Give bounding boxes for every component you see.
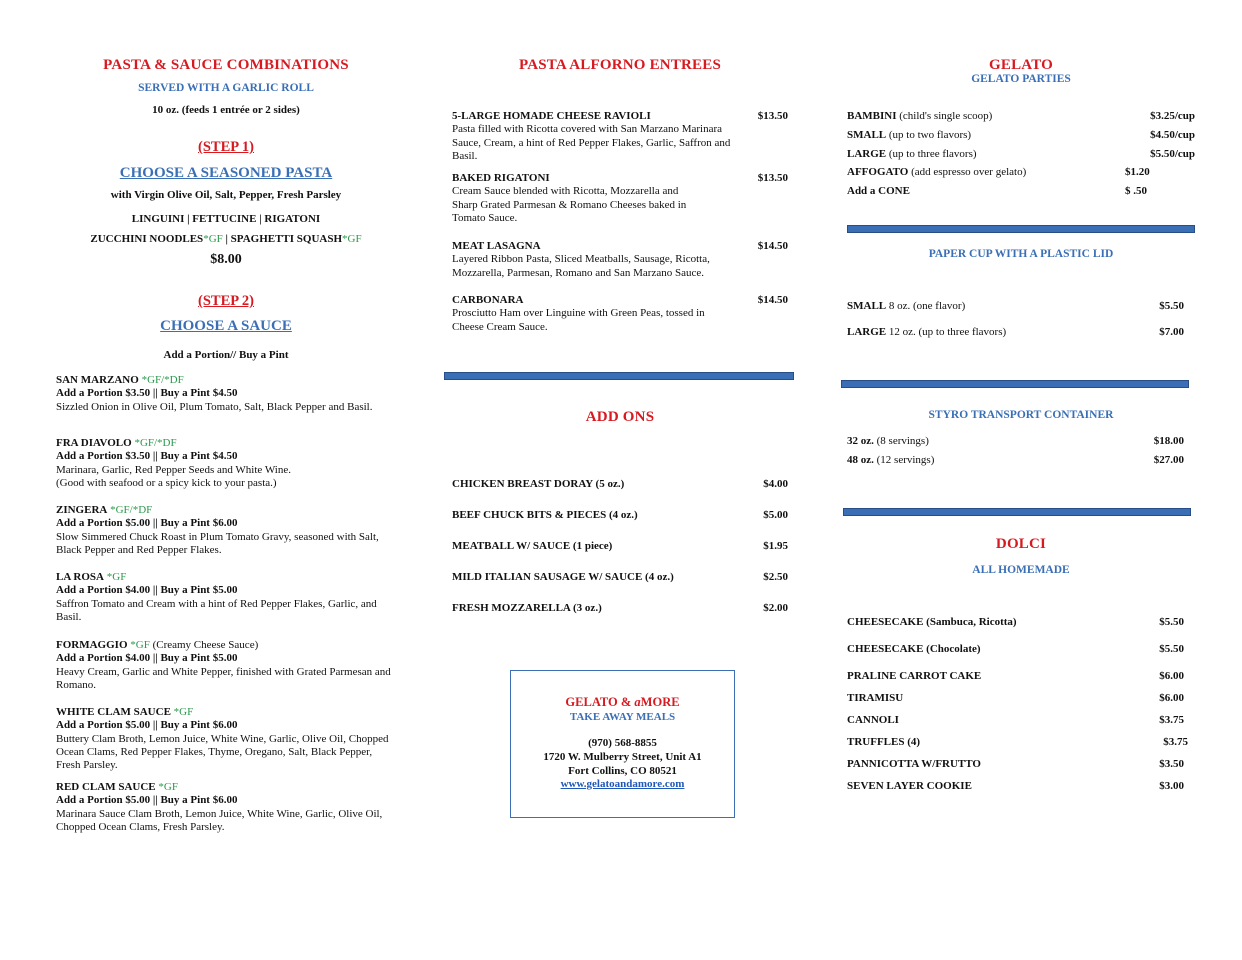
- gelato-note: (up to two flavors): [886, 129, 972, 141]
- sauce-description: Saffron Tomato and Cream with a hint of Red Pepper Flakes, Garlic, and Basil.: [56, 597, 377, 623]
- entree-description: Pasta filled with Ricotta covered with San Marzano Marinara Sauce, Cream, a hint of Red Pepper Flakes, Garlic, Saffron and Basil.: [452, 123, 731, 162]
- styro-row: [847, 454, 1184, 468]
- addon-price: $1.95: [763, 540, 788, 552]
- phone-number: (970) 568-8855: [588, 737, 657, 749]
- addon-name: MEATBALL W/ SAUCE (1 piece): [452, 540, 613, 552]
- dessert-name: SEVEN LAYER COOKIE: [847, 780, 972, 792]
- entree-description: Prosciutto Ham over Linguine with Green Peas, tossed in Cheese Cream Sauce.: [452, 307, 705, 333]
- styro-price: $27.00: [1153, 454, 1184, 466]
- styro-size: 32 oz.: [847, 435, 874, 447]
- styro-price: $18.00: [1153, 435, 1184, 447]
- dessert-name: PANNICOTTA W/FRUTTO: [847, 758, 981, 770]
- dessert-row: [847, 643, 1184, 657]
- sauce-name: LA ROSA: [56, 571, 104, 583]
- dessert-name: PRALINE CARROT CAKE: [847, 670, 982, 682]
- cup-row: [847, 300, 1184, 314]
- sauce-name: FORMAGGIO: [56, 639, 128, 651]
- alforno-title: PASTA ALFORNO ENTREES: [518, 57, 722, 73]
- dessert-price: $3.75: [1163, 736, 1188, 748]
- spaghetti-squash-label: | SPAGHETTI SQUASH: [222, 233, 343, 245]
- addon-price: $2.00: [763, 602, 788, 614]
- gelato-size: Add a CONE: [847, 185, 910, 197]
- entree-item: [452, 172, 796, 225]
- styro-note: (12 servings): [873, 454, 935, 466]
- street-address: 1720 W. Mulberry Street, Unit A1: [543, 751, 702, 763]
- brand-name: [511, 695, 734, 710]
- sauce-item: [56, 504, 396, 557]
- addon-price: $5.00: [763, 509, 788, 521]
- sauce-name: WHITE CLAM SAUCE: [56, 706, 171, 718]
- dessert-name: CHEESECAKE (Sambuca, Ricotta): [847, 616, 1017, 628]
- website-link[interactable]: www.gelatoandamore.com: [560, 778, 685, 790]
- cup-price: $7.00: [1159, 326, 1184, 338]
- dietary-tag: *GF: [104, 571, 127, 583]
- dessert-row: [847, 780, 1184, 794]
- addon-row: [452, 478, 788, 492]
- sauce-subtitle: (Creamy Cheese Sauce): [149, 639, 259, 651]
- contact-box: [510, 670, 735, 818]
- dietary-tag: *GF: [170, 706, 194, 718]
- pasta-options-line2: [56, 233, 396, 246]
- styro-size: 48 oz.: [847, 454, 874, 466]
- gelato-row: [847, 148, 1199, 162]
- addon-row: [452, 602, 788, 616]
- section-divider: [841, 380, 1189, 388]
- dessert-row: [847, 670, 1184, 684]
- choose-pasta-heading: CHOOSE A SEASONED PASTA: [119, 165, 333, 181]
- cup-price: $5.50: [1159, 300, 1184, 312]
- dessert-row: [847, 692, 1184, 706]
- dessert-row: [847, 616, 1184, 630]
- gelato-note: (up to three flavors): [886, 148, 977, 160]
- entree-name: BAKED RIGATONI: [452, 172, 550, 184]
- zucchini-noodles-label: ZUCCHINI NOODLES: [90, 233, 204, 245]
- dessert-price: $6.00: [1159, 670, 1184, 682]
- dessert-name: TIRAMISU: [847, 692, 904, 704]
- styro-title: STYRO TRANSPORT CONTAINER: [928, 409, 1114, 421]
- cup-note: 12 oz. (up to three flavors): [886, 326, 1007, 338]
- dietary-tag: *GF: [127, 639, 150, 651]
- dietary-tag: *GF/*DF: [131, 437, 177, 449]
- gf-tag: *GF: [342, 233, 362, 245]
- entree-description: Cream Sauce blended with Ricotta, Mozzarella and Sharp Grated Parmesan & Romano Cheeses baked in Tomato Sauce.: [452, 185, 687, 224]
- served-with-note: SERVED WITH A GARLIC ROLL: [138, 82, 314, 94]
- addon-name: FRESH MOZZARELLA (3 oz.): [452, 602, 602, 614]
- cup-size: SMALL: [847, 300, 887, 312]
- pasta-description: with Virgin Olive Oil, Salt, Pepper, Fresh Parsley: [110, 189, 342, 201]
- entree-price: $14.50: [757, 294, 788, 306]
- section-divider: [847, 225, 1195, 233]
- entree-price: $13.50: [757, 172, 788, 184]
- dietary-tag: *GF/*DF: [138, 374, 184, 386]
- gelato-price: $5.50/cup: [1150, 148, 1195, 160]
- sauce-price: Add a Portion $3.50 || Buy a Pint $4.50: [56, 450, 238, 463]
- step-2-label: (STEP 2): [198, 293, 254, 309]
- sauce-item: [56, 571, 396, 624]
- sauce-description: Heavy Cream, Garlic and White Pepper, finished with Grated Parmesan and Romano.: [56, 665, 391, 691]
- gelato-row: [847, 129, 1199, 143]
- gelato-price: $3.25/cup: [1150, 110, 1195, 122]
- gelato-price: $ .50: [1125, 185, 1147, 197]
- section-divider: [444, 372, 794, 380]
- dolci-title: DOLCI: [995, 536, 1047, 552]
- section-divider: [843, 508, 1191, 516]
- brand-part: a: [634, 695, 641, 709]
- sauce-item: [56, 781, 396, 834]
- entree-item: [452, 240, 796, 280]
- pasta-price: $8.00: [210, 252, 242, 267]
- sauce-description: Sizzled Onion in Olive Oil, Plum Tomato, Salt, Black Pepper and Basil.: [56, 400, 373, 413]
- portion-pint-note: Add a Portion// Buy a Pint: [163, 349, 289, 361]
- dietary-tag: *GF/*DF: [107, 504, 153, 516]
- city-address: Fort Collins, CO 80521: [568, 765, 677, 777]
- sauce-item: [56, 437, 396, 490]
- entree-description: Layered Ribbon Pasta, Sliced Meatballs, Sausage, Ricotta, Mozzarella, Parmesan, Romano and San Marzano Sauce.: [452, 253, 710, 279]
- step-1-label: (STEP 1): [198, 139, 254, 155]
- dessert-row: [847, 736, 1188, 750]
- sauce-price: Add a Portion $5.00 || Buy a Pint $6.00: [56, 719, 238, 732]
- take-away-subtitle: TAKE AWAY MEALS: [569, 711, 676, 723]
- sauce-description: Marinara Sauce Clam Broth, Lemon Juice, White Wine, Garlic, Olive Oil, Chopped Ocean Clams, Fresh Parsley.: [56, 807, 383, 833]
- dessert-price: $3.00: [1159, 780, 1184, 792]
- sauce-price: Add a Portion $4.00 || Buy a Pint $5.00: [56, 584, 238, 597]
- pasta-sauce-title: PASTA & SAUCE COMBINATIONS: [103, 57, 349, 73]
- styro-row: [847, 435, 1184, 449]
- choose-sauce-heading: CHOOSE A SAUCE: [160, 318, 292, 334]
- dessert-price: $3.75: [1159, 714, 1184, 726]
- gf-tag: *GF: [203, 233, 223, 245]
- brand-part: GELATO &: [565, 695, 635, 709]
- gelato-size: BAMBINI: [847, 110, 897, 122]
- gelato-size: AFFOGATO: [847, 166, 909, 178]
- addon-name: MILD ITALIAN SAUSAGE W/ SAUCE (4 oz.): [452, 571, 674, 583]
- gelato-row: [847, 110, 1199, 124]
- addon-row: [452, 509, 788, 523]
- dessert-name: CANNOLI: [847, 714, 899, 726]
- addon-row: [452, 571, 788, 585]
- add-ons-title: ADD ONS: [585, 409, 655, 425]
- dietary-tag: *GF: [155, 781, 178, 793]
- entree-name: CARBONARA: [452, 294, 524, 306]
- gelato-parties-subtitle: GELATO PARTIES: [971, 73, 1071, 85]
- brand-part: MORE: [640, 695, 680, 709]
- sauce-price: Add a Portion $4.00 || Buy a Pint $5.00: [56, 652, 238, 665]
- gelato-size: SMALL: [847, 129, 887, 141]
- sauce-price: Add a Portion $3.50 || Buy a Pint $4.50: [56, 387, 238, 400]
- dessert-price: $5.50: [1159, 616, 1184, 628]
- dessert-row: [847, 758, 1184, 772]
- sauce-name: RED CLAM SAUCE: [56, 781, 156, 793]
- entree-item: [452, 110, 796, 163]
- cup-row: [847, 326, 1184, 340]
- addon-name: CHICKEN BREAST DORAY (5 oz.): [452, 478, 625, 490]
- cup-size: LARGE: [847, 326, 887, 338]
- dessert-price: $3.50: [1159, 758, 1184, 770]
- gelato-title: GELATO: [989, 57, 1053, 73]
- dolci-subtitle: ALL HOMEMADE: [972, 564, 1070, 576]
- dessert-name: TRUFFLES (4): [847, 736, 921, 748]
- sauce-price: Add a Portion $5.00 || Buy a Pint $6.00: [56, 517, 238, 530]
- sauce-note: (Good with seafood or a spicy kick to your pasta.): [56, 476, 277, 489]
- sauce-price: Add a Portion $5.00 || Buy a Pint $6.00: [56, 794, 238, 807]
- dessert-price: $6.00: [1159, 692, 1184, 704]
- gelato-size: LARGE: [847, 148, 887, 160]
- sauce-item: [56, 706, 396, 772]
- addon-row: [452, 540, 788, 554]
- gelato-row: [847, 185, 1199, 199]
- gelato-price: $1.20: [1125, 166, 1150, 178]
- entree-name: 5-LARGE HOMADE CHEESE RAVIOLI: [452, 110, 651, 122]
- addon-price: $2.50: [763, 571, 788, 583]
- gelato-note: (add espresso over gelato): [908, 166, 1027, 178]
- dessert-name: CHEESECAKE (Chocolate): [847, 643, 981, 655]
- dessert-price: $5.50: [1159, 643, 1184, 655]
- paper-cup-title: PAPER CUP WITH A PLASTIC LID: [928, 248, 1114, 260]
- entree-item: [452, 294, 796, 334]
- addon-name: BEEF CHUCK BITS & PIECES (4 oz.): [452, 509, 638, 521]
- sauce-description: Marinara, Garlic, Red Pepper Seeds and White Wine.: [56, 463, 291, 476]
- sauce-description: Buttery Clam Broth, Lemon Juice, White Wine, Garlic, Olive Oil, Chopped Ocean Clams, Red Pepper Flakes, Thyme, Oregano, Salt, Black Pepper, Fresh Parsley.: [56, 732, 389, 772]
- entree-price: $14.50: [757, 240, 788, 252]
- sauce-name: FRA DIAVOLO: [56, 437, 132, 449]
- entree-name: MEAT LASAGNA: [452, 240, 541, 252]
- pasta-options-line1: LINGUINI | FETTUCINE | RIGATONI: [131, 213, 321, 225]
- gelato-row: [847, 166, 1199, 180]
- styro-note: (8 servings): [873, 435, 929, 447]
- sauce-item: [56, 374, 396, 414]
- gelato-price: $4.50/cup: [1150, 129, 1195, 141]
- portion-size-note: 10 oz. (feeds 1 entrée or 2 sides): [152, 104, 300, 116]
- sauce-name: SAN MARZANO: [56, 374, 139, 386]
- entree-price: $13.50: [757, 110, 788, 122]
- addon-price: $4.00: [763, 478, 788, 490]
- dessert-row: [847, 714, 1184, 728]
- sauce-name: ZINGERA: [56, 504, 108, 516]
- sauce-description: Slow Simmered Chuck Roast in Plum Tomato Gravy, seasoned with Salt, Black Pepper and Red Pepper Flakes.: [56, 530, 379, 556]
- gelato-note: (child's single scoop): [896, 110, 993, 122]
- cup-note: 8 oz. (one flavor): [886, 300, 966, 312]
- sauce-item: [56, 639, 396, 692]
